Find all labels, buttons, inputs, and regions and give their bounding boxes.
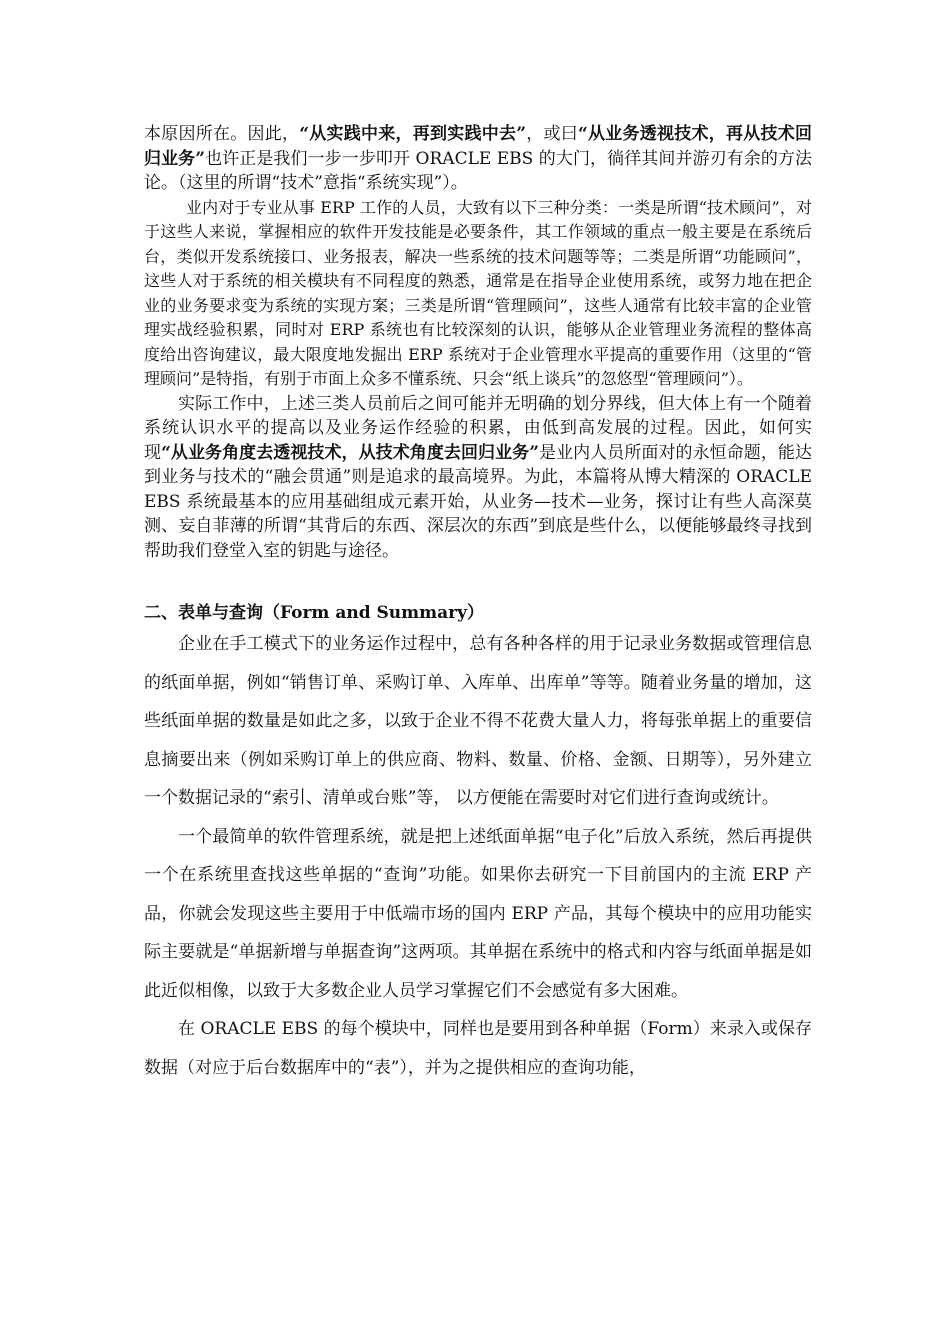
text-run: ，或曰 [526, 124, 579, 144]
paragraph-consultant-types: 业内对于专业从事 ERP 工作的人员，大致有以下三种分类：一类是所谓“技术顾问”，对于这些人来说，掌握相应的软件开发技能是必要条件，其工作领域的重点一般主要是在系统后台，类似开发系统接口、业务报表，解决一些系统的技术问题等等；二类是所谓“功能顾问”，这些人对于系统的相关模块有不同程度的熟悉，通常是在指导企业使用系统，或努力地在把企业的业务要求变为系统的实现方案；三类是所谓“管理顾问”，这些人通常有比较丰富的企业管理实战经验积累，同时对 ERP 系统也有比较深刻的认识，能够从企业管理业务流程的整体高度给出咨询建议，最大限度地发掘出 ERP 系统对于企业管理水平提高的重要作用（这里的“管理顾问”是特指，有别于市面上众多不懂系统、只会“纸上谈兵”的忽悠型“管理顾问”）。 [144, 197, 812, 388]
text-run: 是业内人员所面对的永恒命题，能达到业务与技术的“融会贯通”则是追求的最高境界。为此，本篇将从博大精深的 ORACLE EBS 系统最基本的应用基础组成元素开始，从业务—技术—业务，探讨让有些人高深莫测、妄自菲薄的所谓“其背后的东西、深层次的东西”到底是些什么，以便能够最终寻找到帮助我们登堂入室的钥匙与途径。 [144, 442, 812, 561]
paragraph-practice [144, 392, 812, 564]
paragraph-simple-system: 一个最简单的软件管理系统，就是把上述纸面单据“电子化”后放入系统，然后再提供一个在系统里查找这些单据的“查询”功能。如果你去研究一下目前国内的主流 ERP 产品，你就会发现这些主要用于中低端市场的国内 ERP 产品，其每个模块中的应用功能实际主要就是“单据新增与单据查询”这两项。其单据在系统中的格式和内容与纸面单据是如此近似相像，以致于大多数企业人员学习掌握它们不会感觉有多大困难。 [144, 826, 812, 1001]
bold-phrase: “从业务角度去透视技术，从技术角度去回归业务” [161, 442, 539, 463]
paragraph-manual-forms: 企业在手工模式下的业务运作过程中，总有各种各样的用于记录业务数据或管理信息的纸面单据，例如“销售订单、采购订单、入库单、出库单”等等。随着业务量的增加，这些纸面单据的数量是如此之多，以致于企业不得不花费大量人力，将每张单据上的重要信息摘要出来（例如采购订单上的供应商、物料、数量、价格、金额、日期等），另外建立一个数据记录的“索引、清单或台账”等， 以方便能在需要时对它们进行查询或统计。 [144, 634, 812, 808]
text-run: 本原因所在。因此， [144, 124, 300, 144]
text-run: 也许正是我们一步一步叩开 ORACLE EBS 的大门，徜徉其间并游刃有余的方法论。（这里的所谓“技术”意指“系统实现”）。 [144, 148, 813, 193]
section-heading: 二、表单与查询（Form and Summary） [144, 603, 484, 623]
text-run: 实际工作中，上述三类人员前后之间可能并无明确的划分界线，但大体上有一个随着系统认识水平的提高以及业务运作经验的积累，由低到高发展的过程。因此，如何实现 [144, 393, 812, 463]
bold-phrase: “从业务透视技术，再从技术回归业务” [144, 124, 813, 169]
bold-phrase: “从实践中来，再到实践中去” [299, 124, 527, 144]
document-page [144, 122, 812, 1087]
paragraph-methodology [144, 122, 812, 196]
paragraph-oracle-forms: 在 ORACLE EBS 的每个模块中，同样也是要用到各种单据（Form）来录入或保存数据（对应于后台数据库中的“表”），并为之提供相应的查询功能， [144, 1019, 812, 1078]
